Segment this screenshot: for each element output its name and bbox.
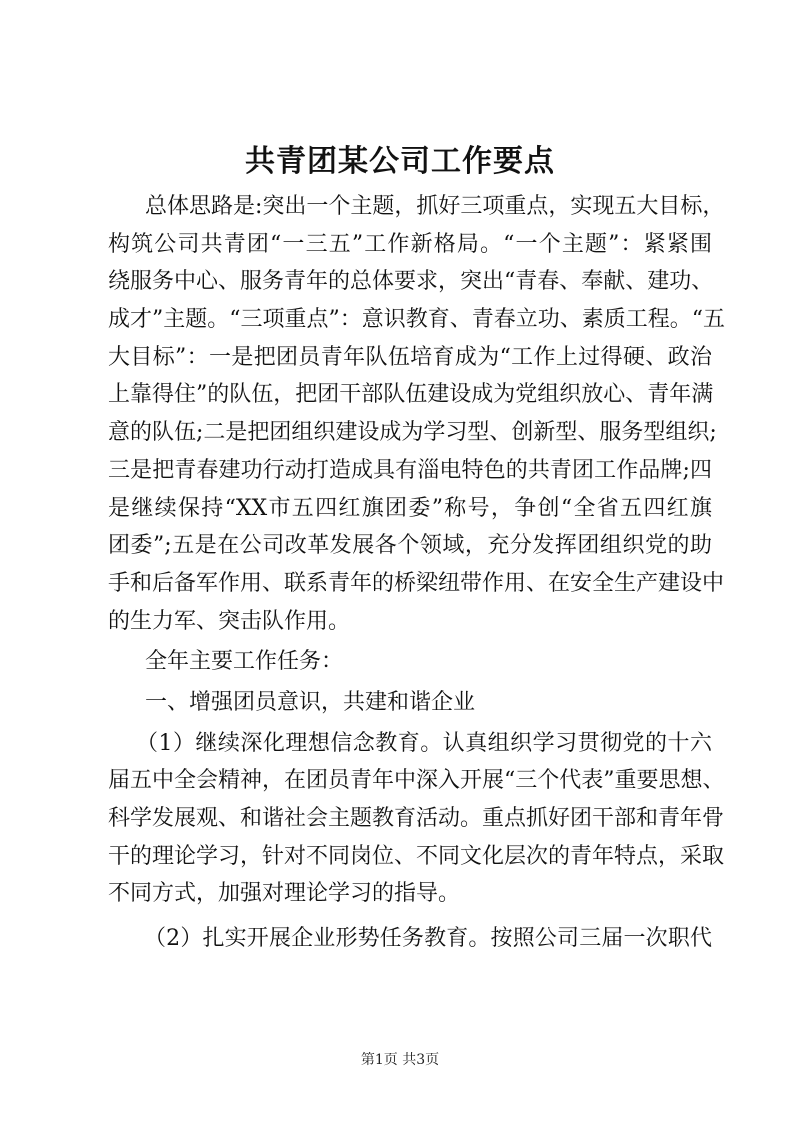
document-body <box>108 188 725 958</box>
paragraph-line: 不同方式，加强对理论学习的指导。 <box>108 881 461 907</box>
paragraph-line: 上靠得住”的队伍，把团干部队伍建设成为党组织放心、青年满 <box>108 382 714 408</box>
paragraph-line: 团委”;五是在公司改革发展各个领域，充分发挥团组织党的助 <box>108 533 712 559</box>
paragraph-line: 构筑公司共青团“一三五”工作新格局。“一个主题”：紧紧围 <box>108 231 712 257</box>
paragraph-line: 是继续保持“XX市五四红旗团委”称号，争创“全省五四红旗 <box>108 495 712 521</box>
paragraph-line: 总体思路是:突出一个主题，抓好三项重点，实现五大目标， <box>145 194 725 219</box>
paragraph-line: 的生力军、突击队作用。 <box>108 608 351 634</box>
section-heading: 一、增强团员意识，共建和谐企业 <box>145 689 476 715</box>
paragraph-line: 绕服务中心、服务青年的总体要求，突出“青春、奉献、建功、 <box>108 269 714 295</box>
section-heading: 全年主要工作任务： <box>145 649 344 675</box>
paragraph-line: （1）继续深化理想信念教育。认真组织学习贯彻党的十六 <box>136 730 712 756</box>
page-number-footer: 第1页 共3页 <box>360 1052 440 1068</box>
paragraph-line: 科学发展观、和谐社会主题教育活动。重点抓好团干部和青年骨 <box>108 806 725 831</box>
paragraph-line: 三是把青春建功行动打造成具有淄电特色的共青团工作品牌;四 <box>108 457 712 483</box>
paragraph-line: 大目标”：一是把团员青年队伍培育成为“工作上过得硬、政治 <box>108 344 712 370</box>
document-title: 共青团某公司工作要点 <box>245 144 555 179</box>
paragraph-line: 成才”主题。“三项重点”：意识教育、青春立功、素质工程。“五 <box>108 307 725 333</box>
paragraph-line: 届五中全会精神，在团员青年中深入开展“三个代表”重要思想、 <box>108 768 725 794</box>
paragraph-line: 干的理论学习，针对不同岗位、不同文化层次的青年特点，采取 <box>108 843 725 869</box>
paragraph-line: 手和后备军作用、联系青年的桥梁纽带作用、在安全生产建设中 <box>108 570 725 596</box>
paragraph-line: 意的队伍;二是把团组织建设成为学习型、创新型、服务型组织; <box>108 420 717 446</box>
paragraph-line: （2）扎实开展企业形势任务教育。按照公司三届一次职代 <box>144 926 712 952</box>
